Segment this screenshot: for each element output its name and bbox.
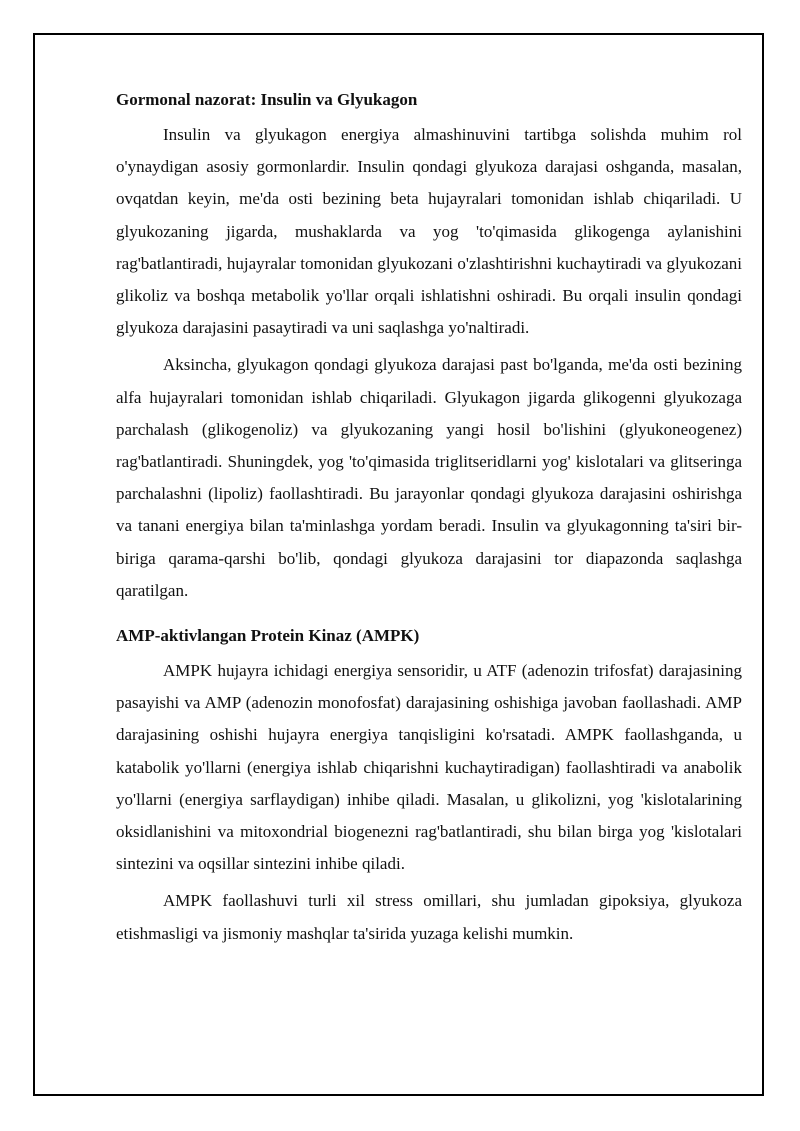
paragraph: AMPK hujayra ichidagi energiya sensoridir, u ATF (adenozin trifosfat) darajasining pasayishi va AMP (adenozin monofosfat) darajasining oshishiga javoban faollashadi. AMP darajasining oshishi hujayra energiya tanqisligini ko'rsatadi. AMPK faollashganda, u katabolik yo'llarni (energiya ishlab chiqarishni kuchaytiradigan) faollashtiradi va anabolik yo'llarni (energiya sarflaydigan) inhibe qiladi. Masalan, u glikolizni, yog 'kislotalarining oksidlanishini va mitoxondrial biogenezni rag'batlantiradi, shu bilan birga yog 'kislotalari sintezini va oqsillar sintezini inhibe qiladi. — [116, 661, 742, 874]
section-ampk — [116, 620, 742, 950]
section-heading: AMP-aktivlangan Protein Kinaz (AMPK) — [116, 626, 420, 646]
section-hormonal-control — [116, 84, 742, 607]
section-heading: Gormonal nazorat: Insulin va Glyukagon — [116, 90, 418, 109]
paragraph: AMPK faollashuvi turli xil stress omillari, shu jumladan gipoksiya, glyukoza etishmasligi va jismoniy mashqlar ta'sirida yuzaga kelishi mumkin. — [116, 891, 742, 943]
paragraph: Insulin va glyukagon energiya almashinuvini tartibga solishda muhim rol o'ynaydigan asosiy gormonlardir. Insulin qondagi glyukoza darajasi oshganda, masalan, ovqatdan keyin, me'da osti bezining beta hujayralari tomonidan ishlab chiqariladi. U glyukozaning jigarda, mushaklarda va yog 'to'qimasida glikogenga aylanishini rag'batlantiradi, hujayralar tomonidan glyukozani o'zlashtirishni kuchaytiradi va glyukozani glikoliz va boshqa metabolik yo'llar orqali ishlatishni oshiradi. Bu orqali insulin qondagi glyukoza darajasini pasaytiradi va uni saqlashga yo'naltiradi. — [116, 125, 742, 338]
paragraph: Aksincha, glyukagon qondagi glyukoza darajasi past bo'lganda, me'da osti bezining alfa hujayralari tomonidan ishlab chiqariladi. Glyukagon jigarda glikogenni glyukozaga parchalash (glikogenoliz) va glyukozaning yangi hosil bo'lishini (glyukoneogenez) rag'batlantiradi. Shuningdek, yog 'to'qimasida triglitseridlarni yog' kislotalari va glitseringa parchalashni (lipoliz) faollashtiradi. Bu jarayonlar qondagi glyukoza darajasini oshirishga va tanani energiya bilan ta'minlashga yordam beradi. Insulin va glyukagonning ta'siri bir-biriga qarama-qarshi bo'lib, qondagi glyukoza darajasini tor diapazonda saqlashga qaratilgan. — [116, 355, 742, 600]
document-body — [116, 84, 742, 955]
